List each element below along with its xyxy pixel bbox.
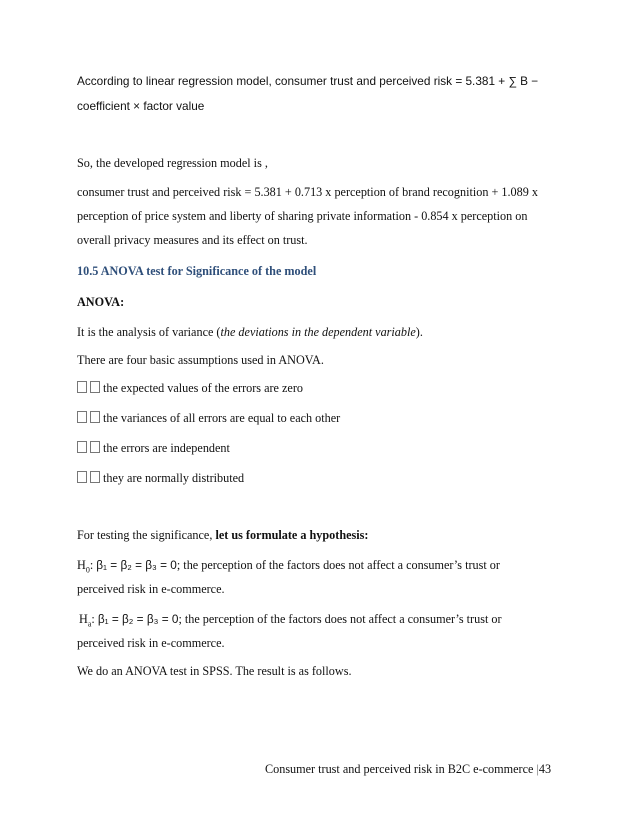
ha-text: ; the perception of the factors does not affect a consumer’s trust or xyxy=(178,612,502,626)
anova-label: ANOVA: xyxy=(77,295,125,309)
ha-letter: H xyxy=(79,612,88,626)
assumption-item xyxy=(77,381,303,394)
assumption-item xyxy=(77,471,244,484)
model-equation-line-1: consumer trust and perceived risk = 5.381 + 0.713 x perception of brand recognition + 1.089 x xyxy=(77,185,538,199)
assumptions-intro: There are four basic assumptions used in ANOVA. xyxy=(77,353,324,367)
bullet-box-icon xyxy=(90,441,100,453)
null-hypothesis-line-2: perceived risk in e-commerce. xyxy=(77,582,225,596)
model-equation-line-3: overall privacy measures and its effect on trust. xyxy=(77,233,308,247)
hypothesis-intro-bold: let us formulate a hypothesis: xyxy=(215,528,369,542)
footer-separator: | xyxy=(536,762,539,776)
h0-equation: β₁ = β₂ = β₃ = 0 xyxy=(96,558,177,572)
bullet-box-icon xyxy=(90,411,100,423)
section-heading: 10.5 ANOVA test for Significance of the model xyxy=(77,264,317,278)
closing-sentence: We do an ANOVA test in SPSS. The result is as follows. xyxy=(77,664,352,678)
h0-letter: H xyxy=(77,558,86,572)
assumption-text: the expected values of the errors are zero xyxy=(103,381,303,395)
regression-formula-line-1: According to linear regression model, consumer trust and perceived risk = 5.381 + ∑ B − xyxy=(77,74,539,88)
anova-definition-prefix: It is the analysis of variance ( xyxy=(77,325,221,339)
bullet-box-icon xyxy=(90,471,100,483)
bullet-box-icon xyxy=(77,411,87,423)
bullet-box-icon xyxy=(77,471,87,483)
assumption-text: the variances of all errors are equal to each other xyxy=(103,411,341,425)
model-intro: So, the developed regression model is , xyxy=(77,156,268,170)
footer-title: Consumer trust and perceived risk in B2C e-commerce xyxy=(265,762,534,776)
bullet-box-icon xyxy=(77,381,87,393)
h0-subscript: 0 xyxy=(85,565,90,575)
bullet-box-icon xyxy=(77,441,87,453)
ha-equation: β₁ = β₂ = β₃ = 0 xyxy=(97,612,179,626)
regression-formula-line-2: coefficient × factor value xyxy=(77,99,205,113)
assumption-item xyxy=(77,411,340,424)
h0-text: ; the perception of the factors does not affect a consumer’s trust or xyxy=(176,558,500,572)
anova-definition xyxy=(77,326,423,338)
footer-page-number: 43 xyxy=(538,762,552,776)
null-hypothesis-line-1 xyxy=(77,559,500,574)
ha-subscript: a xyxy=(87,619,92,629)
alt-hypothesis-line-1 xyxy=(79,613,502,628)
ha-colon: : xyxy=(91,612,95,626)
hypothesis-intro-prefix: For testing the significance, xyxy=(77,528,216,542)
assumption-text: the errors are independent xyxy=(103,441,230,455)
h0-colon: : xyxy=(89,558,94,572)
assumption-text: they are normally distributed xyxy=(103,471,245,485)
model-equation-line-2: perception of price system and liberty of sharing private information - 0.854 x perception on xyxy=(77,209,528,223)
anova-definition-suffix: ). xyxy=(415,325,423,339)
bullet-box-icon xyxy=(90,381,100,393)
page-footer xyxy=(265,762,551,777)
alt-hypothesis-line-2: perceived risk in e-commerce. xyxy=(77,636,225,650)
anova-definition-italic: the deviations in the dependent variable xyxy=(220,325,416,339)
hypothesis-intro xyxy=(77,529,368,541)
assumption-item xyxy=(77,441,230,454)
